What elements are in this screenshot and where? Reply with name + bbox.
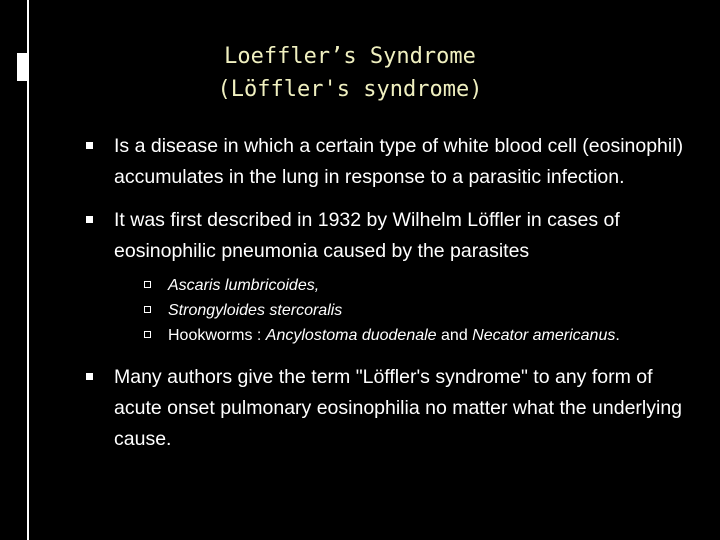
bullet-text: Many authors give the term "Löffler's syndrome" to any form of acute onset pulmonary eosinophilia no matter what the underlying cause. (114, 366, 683, 450)
parasite-sublist (114, 273, 694, 348)
bullet-text: It was first described in 1932 by Wilhelm Löffler in cases of eosinophilic pneumonia caused by the parasites (114, 209, 620, 262)
bullet-item-history (84, 205, 694, 348)
square-bullet-icon (86, 216, 93, 223)
sublist-item-text: Strongyloides stercoralis (168, 302, 343, 319)
accent-block-decoration (17, 53, 29, 81)
sublist-item-prefix: Hookworms : (168, 327, 266, 344)
conjunction-text: and (436, 327, 473, 344)
slide-title (130, 40, 570, 106)
sublist-item (144, 323, 694, 348)
hollow-square-bullet-icon (144, 306, 151, 313)
left-rule-decoration (27, 0, 29, 540)
species-name: Necator americanus (472, 327, 616, 344)
sublist-item (144, 298, 694, 323)
square-bullet-icon (86, 142, 93, 149)
bullet-list (84, 131, 694, 455)
square-bullet-icon (86, 373, 93, 380)
title-line-2: (Löffler's syndrome) (217, 77, 483, 102)
hollow-square-bullet-icon (144, 331, 151, 338)
sublist-item (144, 273, 694, 298)
sublist-item-suffix: . (615, 327, 620, 344)
sublist-item-text: Ascaris lumbricoides, (168, 277, 320, 294)
bullet-item-definition (84, 131, 694, 193)
bullet-text: Is a disease in which a certain type of white blood cell (eosinophil) accumulates in the lung in response to a parasitic infection. (114, 135, 684, 188)
title-line-1: Loeffler’s Syndrome (224, 44, 476, 69)
hollow-square-bullet-icon (144, 281, 151, 288)
species-name: Ancylostoma duodenale (265, 327, 437, 344)
bullet-item-terminology (84, 362, 694, 455)
